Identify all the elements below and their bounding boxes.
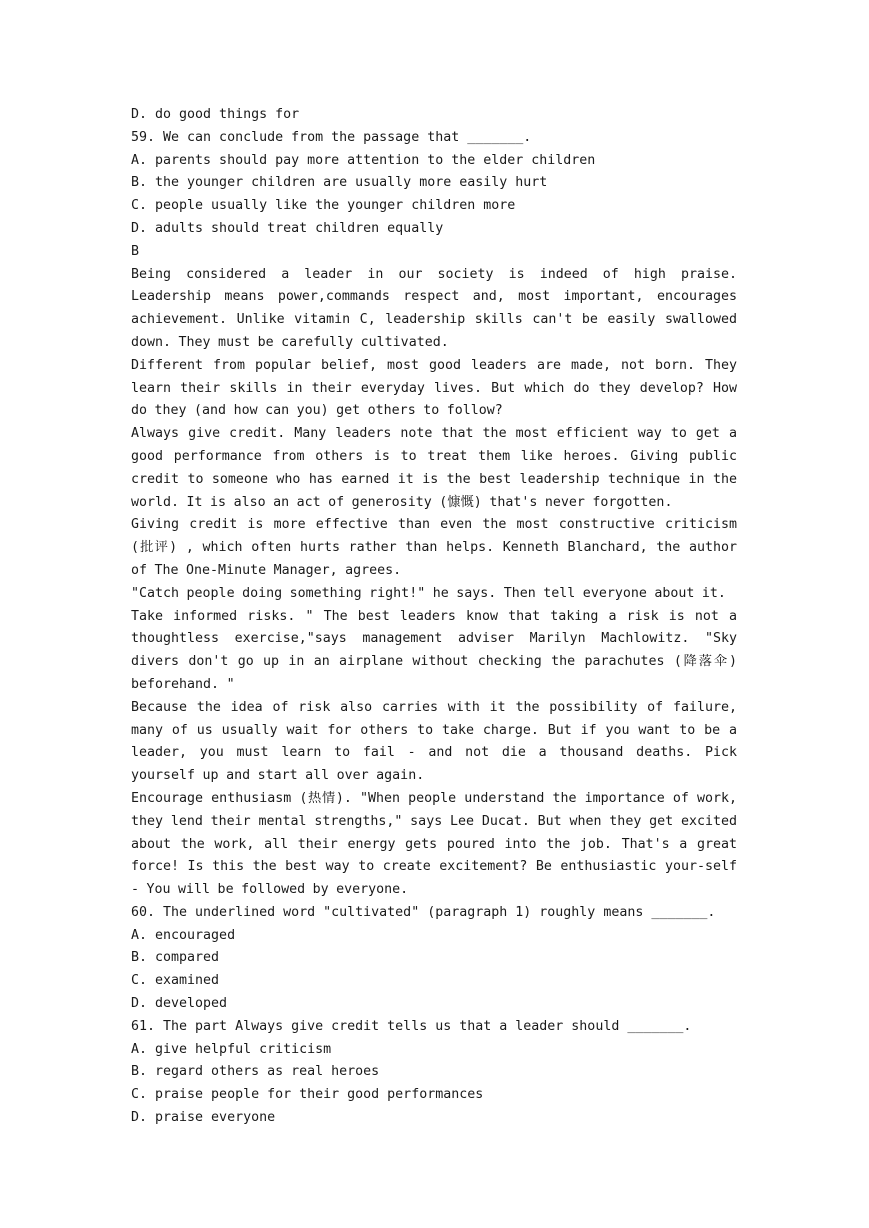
- passage-paragraph-7: Because the idea of risk also carries with it the possibility of failure, many of us usually wait for others to take charge. But if you want to be a leader, you must learn to fail - and not die a thousand deaths. Pick yourself up and start all over again.: [131, 699, 737, 784]
- q59-option-d: D. adults should treat children equally: [131, 220, 444, 236]
- q60-stem: 60. The underlined word "cultivated" (paragraph 1) roughly means _______.: [131, 904, 716, 920]
- q60-option-c: C. examined: [131, 973, 220, 989]
- document-page: [131, 104, 737, 1130]
- q61-option-b: B. regard others as real heroes: [131, 1064, 380, 1080]
- q59-option-b: B. the younger children are usually more easily hurt: [131, 175, 548, 191]
- q61-option-d: D. praise everyone: [131, 1110, 276, 1126]
- q58-option-d: D. do good things for: [131, 107, 300, 122]
- q59-option-a: A. parents should pay more attention to the elder children: [131, 152, 596, 168]
- q59-stem: 59. We can conclude from the passage that _______.: [131, 129, 532, 145]
- q60-option-a: A. encouraged: [131, 927, 236, 943]
- q61-option-c: C. praise people for their good performances: [131, 1087, 484, 1103]
- section-label: B: [131, 243, 140, 259]
- passage-paragraph-6: Take informed risks. " The best leaders know that taking a risk is not a thoughtless exercise,"says management adviser Marilyn Machlowitz. "Sky divers don't go up in an airplane without checking the parachutes (降落伞) beforehand. ": [131, 608, 737, 692]
- passage-paragraph-3: Always give credit. Many leaders note that the most efficient way to get a good performance from others is to treat them like heroes. Giving public credit to someone who has earned it is the best leadership technique in the world. It is also an act of generosity (慷慨) that's never forgotten.: [131, 426, 737, 510]
- passage-paragraph-2: Different from popular belief, most good leaders are made, not born. They learn their skills in their everyday lives. But which do they develop? How do they (and how can you) get others to follow?: [131, 357, 737, 419]
- passage-paragraph-5: "Catch people doing something right!" he says. Then tell everyone about it.: [131, 585, 726, 601]
- q59-option-c: C. people usually like the younger children more: [131, 198, 516, 214]
- passage-paragraph-8: Encourage enthusiasm (热情). "When people understand the importance of work, they lend their mental strengths," says Lee Ducat. But when they get excited about the work, all their energy gets poured into the job. That's a great force! Is this the best way to create excitement? Be enthusiastic your-self - You will be followed by everyone.: [131, 790, 737, 898]
- q61-option-a: A. give helpful criticism: [131, 1041, 332, 1057]
- passage-paragraph-1: Being considered a leader in our society is indeed of high praise. Leadership means power,commands respect and, most important, encourages achievement. Unlike vitamin C, leadership skills can't be easily swallowed down. They must be carefully cultivated.: [131, 266, 737, 350]
- q61-stem: 61. The part Always give credit tells us that a leader should _______.: [131, 1018, 692, 1034]
- q60-option-b: B. compared: [131, 950, 220, 966]
- q60-option-d: D. developed: [131, 996, 228, 1012]
- passage-paragraph-4: Giving credit is more effective than even the most constructive criticism (批评) , which often hurts rather than helps. Kenneth Blanchard, the author of The One-Minute Manager, agrees.: [131, 517, 737, 578]
